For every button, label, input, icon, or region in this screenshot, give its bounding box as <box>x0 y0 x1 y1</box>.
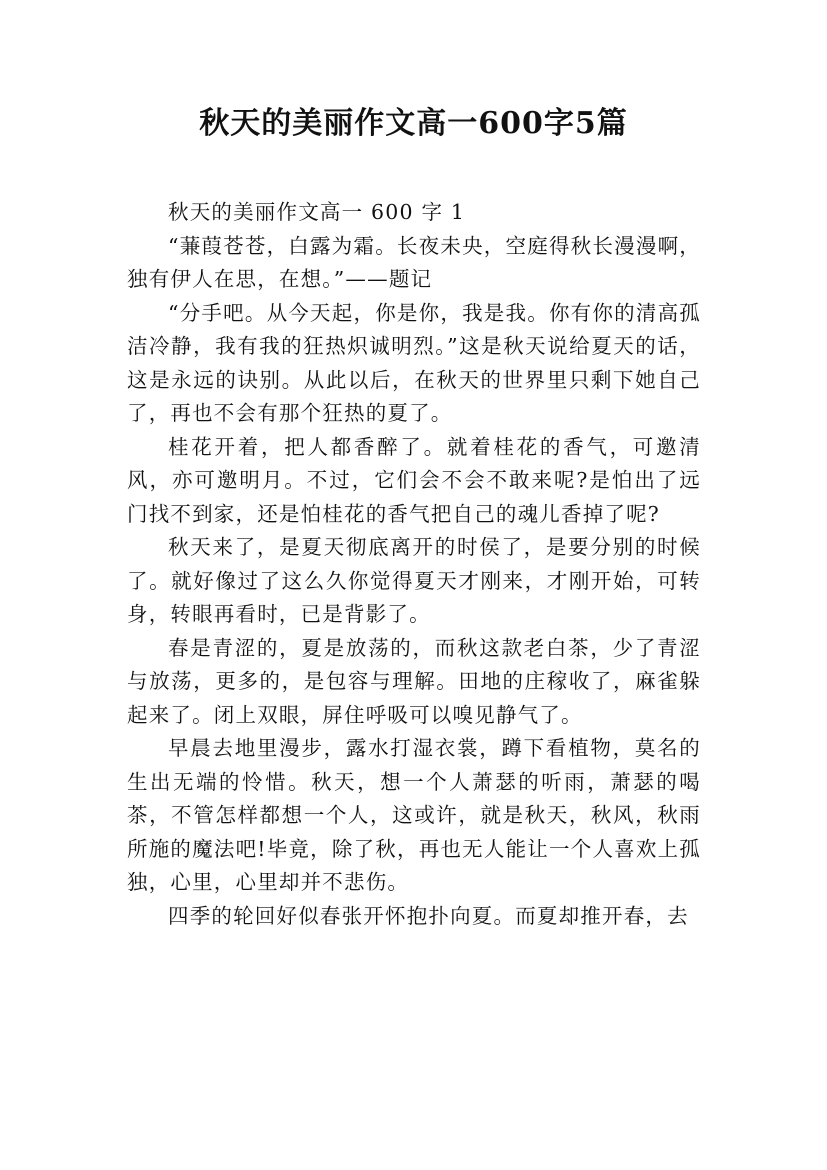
essay-heading: 秋天的美丽作文高一 600 字 1 <box>168 200 466 224</box>
body-paragraph: 秋天来了，是夏天彻底离开的时侯了，是要分别的时候了。就好像过了这么久你觉得夏天才刚来，才刚开始，可转身，转眼再看时，已是背影了。 <box>127 535 701 626</box>
document-title: 秋天的美丽作文高一600字5篇 <box>199 106 628 141</box>
body-paragraph: 春是青涩的，夏是放荡的，而秋这款老白茶，少了青涩与放荡，更多的，是包容与理解。田地的庄稼收了，麻雀躲起来了。闭上双眼，屏住呼吸可以嗅见静气了。 <box>127 635 701 727</box>
body-paragraph: 四季的轮回好似春张开怀抱扑向夏。而夏却推开春，去 <box>168 903 689 928</box>
epigraph-paragraph: “蒹葭苍苍，白露为霜。长夜未央，空庭得秋长漫漫啊，独有伊人在思，在想。”——题记 <box>127 233 701 291</box>
body-paragraph: “分手吧。从今天起，你是你，我是我。你有你的清高孤洁冷静，我有我的狂热炽诚明烈。”这是秋天说给夏天的话，这是永远的诀别。从此以后，在秋天的世界里只剩下她自己了，再也不会有那个狂热的夏了。 <box>127 300 701 425</box>
body-paragraph: 桂花开着，把人都香醉了。就着桂花的香气，可邀清风，亦可邀明月。不过，它们会不会不敢来呢?是怕出了远门找不到家，还是怕桂花的香气把自己的魂儿香掉了呢? <box>127 434 701 526</box>
body-paragraph: 早晨去地里漫步，露水打湿衣裳，蹲下看植物，莫名的生出无端的怜惜。秋天，想一个人萧瑟的听雨，萧瑟的喝茶，不管怎样都想一个人，这或许，就是秋天，秋风，秋雨所施的魔法吧!毕竟，除了秋，再也无人能让一个人喜欢上孤独，心里，心里却并不悲伤。 <box>127 736 701 894</box>
document-body <box>127 196 701 933</box>
